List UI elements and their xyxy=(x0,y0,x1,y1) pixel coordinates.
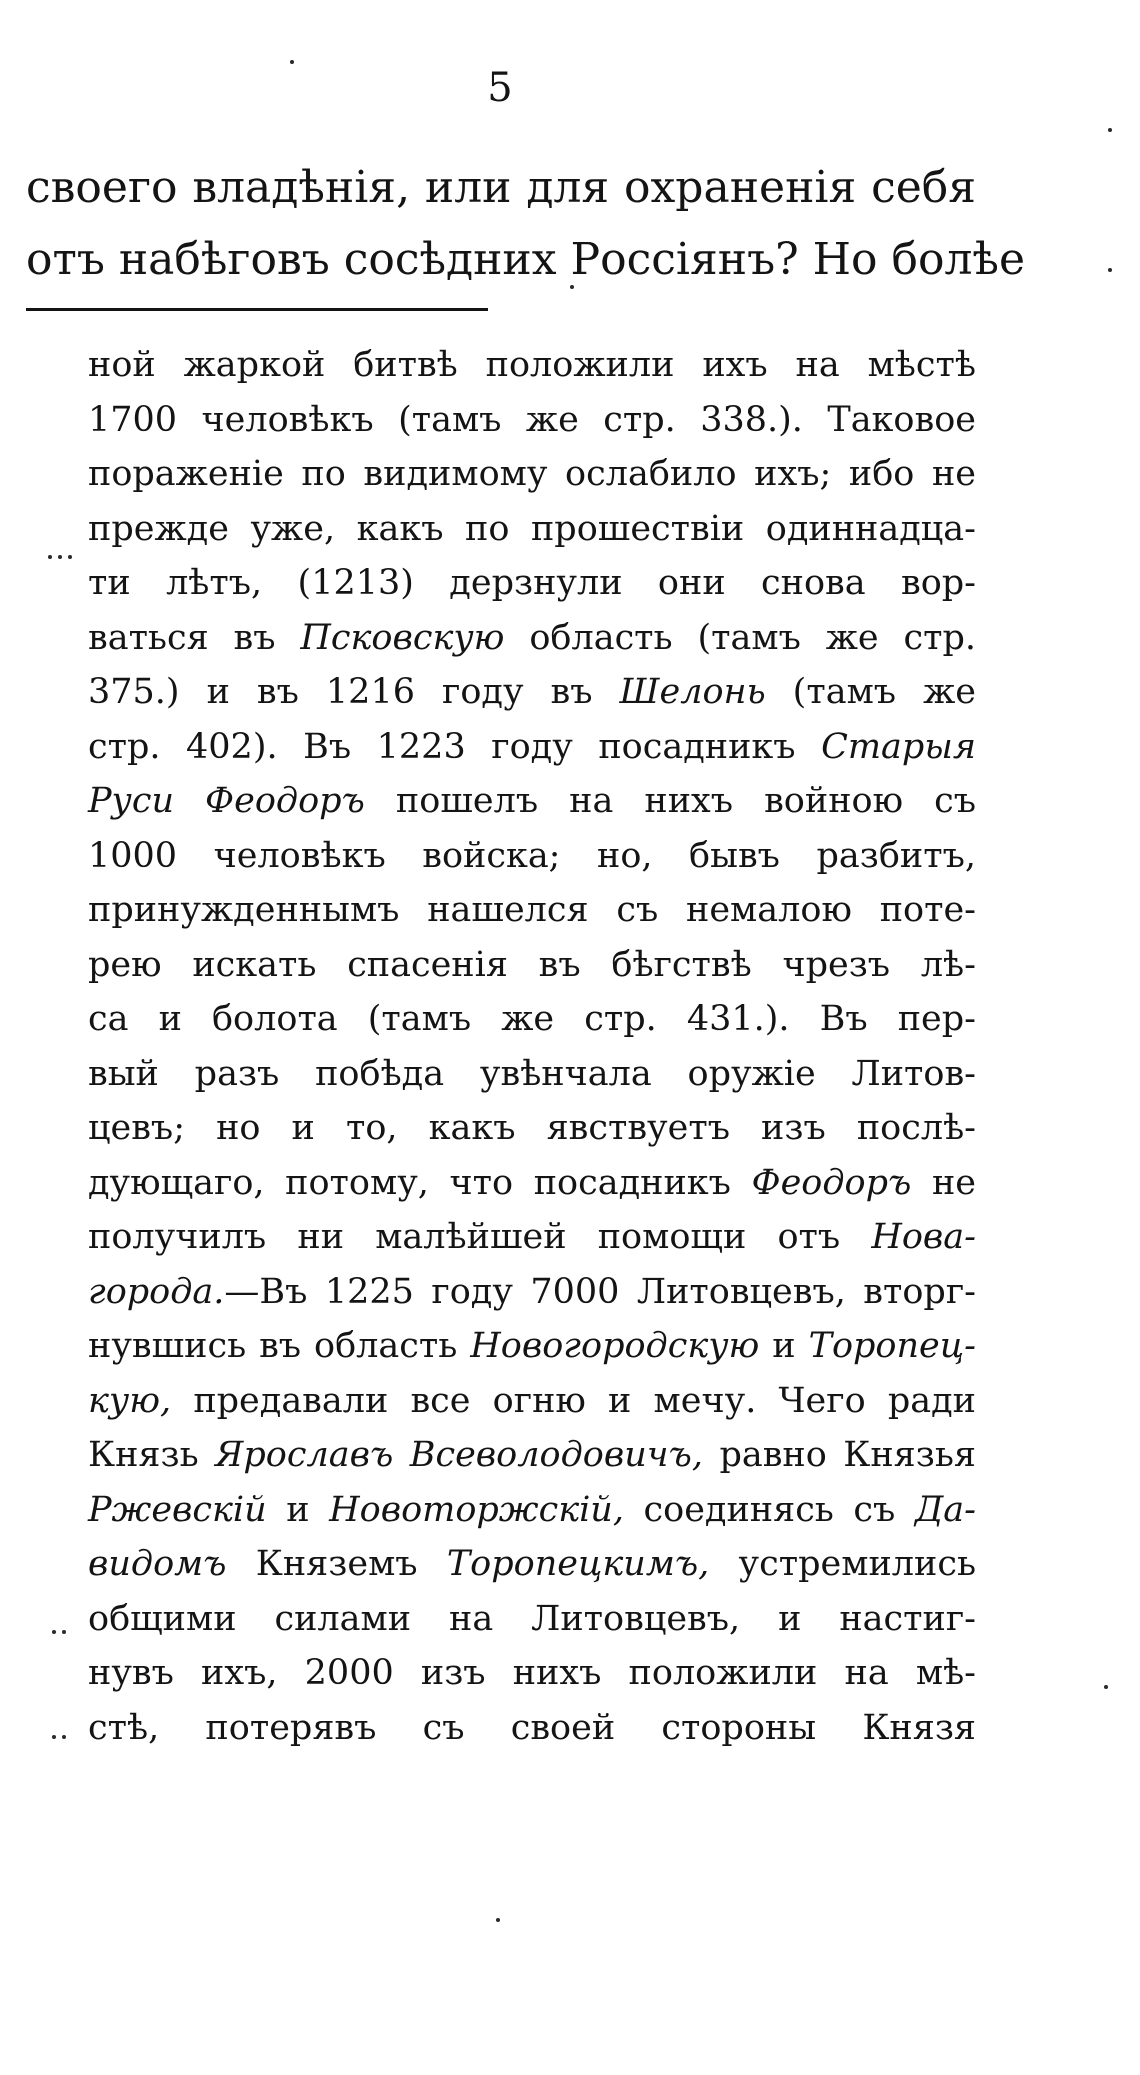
footnote-text-run: 1000 человѣкъ войска; но, бывъ разбитъ, xyxy=(88,835,976,876)
footnote-line xyxy=(88,393,976,448)
footnote-text-run: нувъ ихъ, 2000 изъ нихъ положили на мѣ- xyxy=(88,1653,976,1693)
main-text-line: отъ набѣговъ сосѣдних Россіянъ? Но болѣе xyxy=(26,234,1026,285)
scan-speck xyxy=(62,1630,66,1634)
footnote-text-run: вый разъ побѣда увѣнчала оружіе Литов- xyxy=(88,1053,976,1094)
footnote-text-run: получилъ ни малѣйшей помощи отъ xyxy=(88,1217,872,1257)
footnote-line xyxy=(88,1483,976,1538)
footnote-text-run: 375.) и въ 1216 году въ xyxy=(88,672,620,712)
scan-speck xyxy=(52,1735,56,1739)
footnote-text-run: рею искать спасенія въ бѣгствѣ чрезъ лѣ- xyxy=(88,944,976,985)
footnote-text-run: стр. 402). Въ 1223 году посадникъ xyxy=(88,726,822,767)
footnote-line xyxy=(88,611,976,666)
footnote-line xyxy=(88,829,976,884)
footnote-text-run: дующаго, потому, что посадникъ xyxy=(88,1162,752,1203)
footnote-text-run: Князь xyxy=(88,1435,216,1475)
footnote-line xyxy=(88,1156,976,1211)
main-text xyxy=(26,152,1026,296)
page-number: 5 xyxy=(487,65,513,111)
footnote-italic-run: Нова- xyxy=(871,1217,976,1257)
main-text-line: своего владѣнія, или для охраненія себя xyxy=(26,162,976,213)
footnote-italic-run: Старыя xyxy=(821,726,976,767)
scan-speck xyxy=(68,555,72,559)
footnote-italic-run: Феодоръ xyxy=(751,1162,912,1203)
footnote-italic-run: Торопец- xyxy=(808,1326,976,1366)
footnote-text-run: ваться въ xyxy=(88,617,301,658)
footnote-text-run: са и болота (тамъ же стр. 431.). Въ пер- xyxy=(88,999,976,1039)
footnote-text-run: цевъ; но и то, какъ явствуетъ изъ послѣ- xyxy=(88,1108,976,1148)
scan-speck xyxy=(48,555,52,559)
footnote-italic-run: Шелонь xyxy=(619,672,766,712)
scan-speck xyxy=(1104,1685,1108,1689)
footnote-italic-run: города. xyxy=(88,1271,225,1312)
scan-speck xyxy=(496,1918,500,1922)
footnote-text-run: пошелъ на нихъ войною съ xyxy=(364,781,976,821)
footnote-italic-run: Торопецкимъ, xyxy=(446,1544,710,1584)
footnote-text-run: не xyxy=(911,1162,977,1203)
footnote-line xyxy=(88,447,976,502)
footnote-text-run: принужденнымъ нашелся съ немалою поте- xyxy=(88,890,976,930)
footnote-text-run: устремились xyxy=(709,1544,976,1584)
scan-speck xyxy=(290,60,294,64)
footnote-italic-run: Ржевскій xyxy=(88,1489,267,1530)
footnote-line xyxy=(88,1428,976,1483)
footnote-line xyxy=(88,1210,976,1265)
footnote-text-run: 1700 человѣкъ (тамъ же стр. 338.). Таковое xyxy=(88,399,976,440)
scan-speck xyxy=(52,1630,56,1634)
footnote-line xyxy=(88,938,976,993)
footnote-line xyxy=(88,1374,976,1429)
footnote-line xyxy=(88,1101,976,1156)
footnote-text-run: пораженіе по видимому ослабило ихъ; ибо не xyxy=(88,454,976,494)
footnote-line xyxy=(88,1701,976,1756)
footnote-text-run: —Въ 1225 году 7000 Литовцевъ, вторг- xyxy=(224,1271,976,1312)
footnote-italic-run: Ярославъ Всеволодовичъ, xyxy=(215,1435,703,1475)
footnote-line xyxy=(88,665,976,720)
footnote-text-run: предавали все огню и мечу. Чего ради xyxy=(171,1380,976,1421)
scan-speck xyxy=(1108,128,1112,132)
footnote-text-run: ти лѣтъ, (1213) дерзнули они снова вор- xyxy=(88,563,976,603)
footnote-line xyxy=(88,502,976,557)
footnote-italic-run: кую, xyxy=(88,1380,172,1421)
footnote-line xyxy=(88,338,976,393)
footnote-italic-run: Да- xyxy=(914,1489,976,1530)
footnote-line xyxy=(88,774,976,829)
footnote-text-run: область (тамъ же стр. xyxy=(504,617,976,658)
footnote-line xyxy=(88,1592,976,1647)
footnote-line xyxy=(88,1319,976,1374)
footnote-text-run: нувшись въ область xyxy=(88,1326,471,1366)
footnote-line xyxy=(88,720,976,775)
scan-speck xyxy=(62,1735,66,1739)
footnote-line xyxy=(88,1646,976,1701)
footnote-text-run: (тамъ же xyxy=(765,672,976,712)
footnote-separator-rule xyxy=(26,308,488,311)
footnote-italic-run: Псковскую xyxy=(300,617,505,658)
footnote-line xyxy=(88,1537,976,1592)
footnote-text-run: общими силами на Литовцевъ, и настиг- xyxy=(88,1598,976,1639)
footnote-text-run: ной жаркой битвѣ положили ихъ на мѣстѣ xyxy=(88,345,976,385)
footnote-line xyxy=(88,883,976,938)
footnote-text-run: равно Князья xyxy=(702,1435,976,1475)
footnote-text-run: Княземъ xyxy=(226,1544,447,1584)
footnote-text xyxy=(88,338,976,1755)
footnote-line xyxy=(88,1265,976,1320)
footnote-line xyxy=(88,556,976,611)
footnote-italic-run: Руси Феодоръ xyxy=(88,781,365,821)
footnote-text-run: и xyxy=(759,1326,809,1366)
footnote-line xyxy=(88,992,976,1047)
scan-speck xyxy=(570,285,574,289)
footnote-italic-run: Новоторжскій, xyxy=(329,1489,624,1530)
footnote-text-run: стѣ, потерявъ съ своей стороны Князя xyxy=(88,1707,976,1748)
footnote-italic-run: видомъ xyxy=(88,1544,227,1584)
footnote-text-run: и xyxy=(266,1489,330,1530)
scan-speck xyxy=(1108,268,1112,272)
footnote-text-run: прежде уже, какъ по прошествіи одиннадца- xyxy=(88,508,976,549)
footnote-italic-run: Новогородскую xyxy=(470,1326,760,1366)
footnote-line xyxy=(88,1047,976,1102)
scan-speck xyxy=(58,555,62,559)
footnote-text-run: соединясь съ xyxy=(623,1489,915,1530)
